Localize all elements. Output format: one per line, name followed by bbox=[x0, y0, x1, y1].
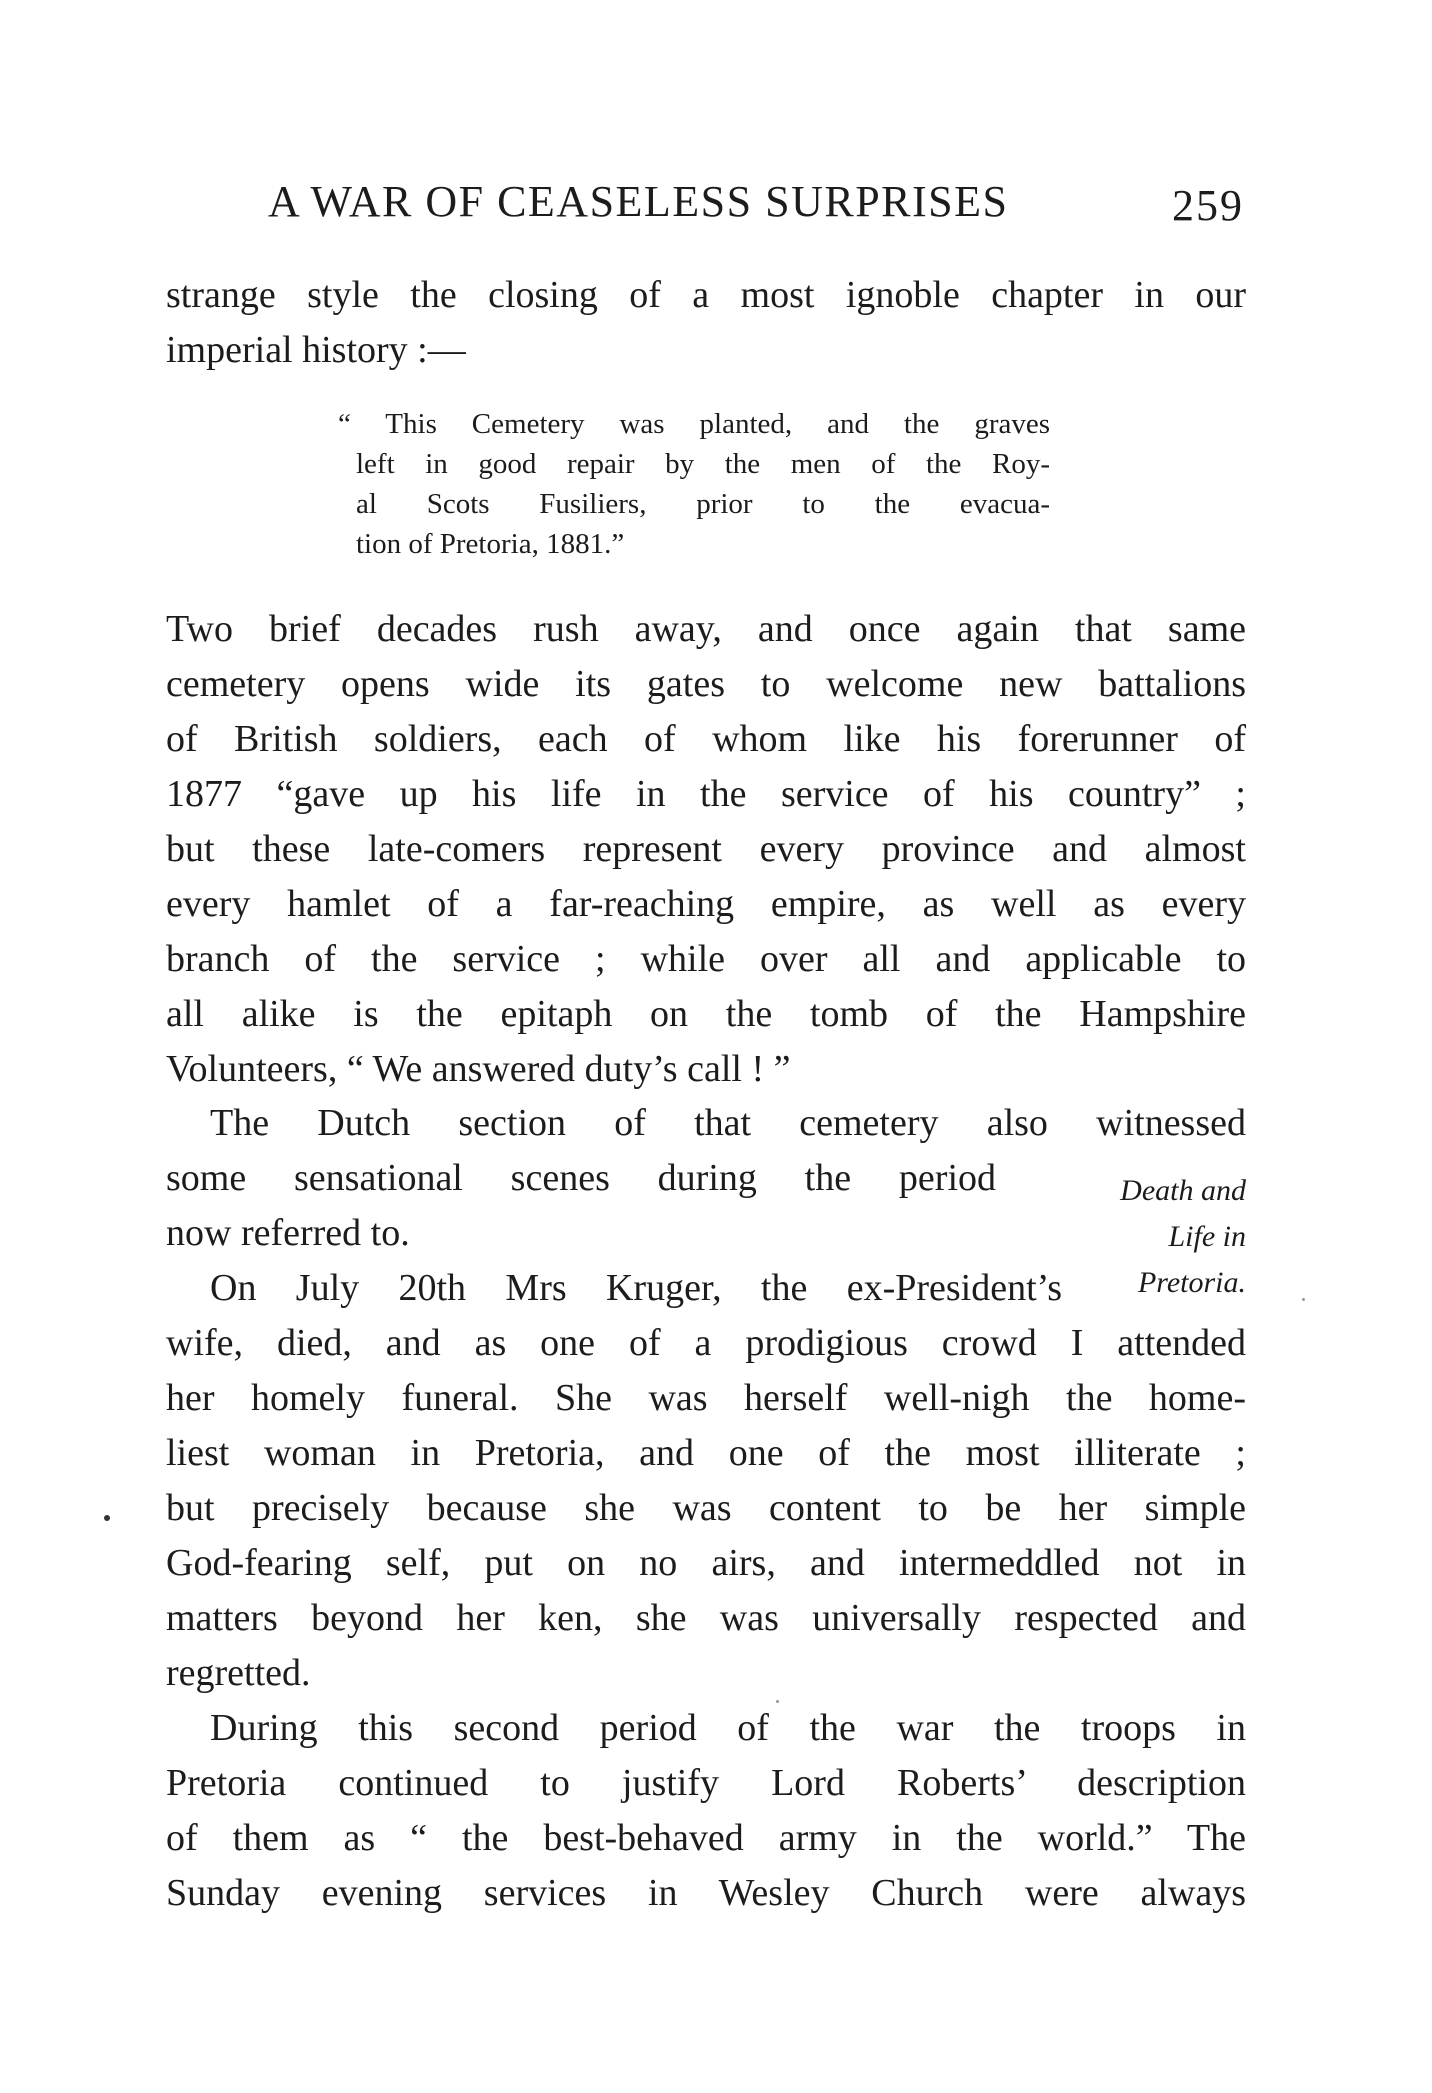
quote-line: tion of Pretoria, 1881.” bbox=[356, 528, 625, 560]
text-line: strange style the closing of a most ignoble chapter in our bbox=[166, 274, 1246, 316]
text-line: but these late-comers represent every province and almost bbox=[166, 828, 1246, 870]
margin-sidenote bbox=[1060, 1168, 1246, 1306]
text-line: but precisely because she was content to be her simple bbox=[166, 1487, 1246, 1529]
text-line: now referred to. bbox=[166, 1212, 410, 1254]
quote-line: left in good repair by the men of the Roy- bbox=[356, 448, 1050, 480]
text-line: wife, died, and as one of a prodigious crowd I attended bbox=[166, 1322, 1246, 1364]
text-line: regretted. bbox=[166, 1652, 311, 1694]
paragraph-2 bbox=[166, 602, 1246, 1097]
sidenote-line: Pretoria. bbox=[1137, 1266, 1246, 1299]
text-line: On July 20th Mrs Kruger, the ex-President’s bbox=[210, 1267, 1062, 1309]
sidenote-line: Life in bbox=[1168, 1220, 1246, 1253]
running-title: A WAR OF CEASELESS SURPRISES bbox=[268, 177, 1009, 226]
scan-speck bbox=[104, 1515, 110, 1521]
text-line: Volunteers, “ We answered duty’s call ! ” bbox=[166, 1048, 791, 1090]
text-line: liest woman in Pretoria, and one of the most illiterate ; bbox=[166, 1432, 1246, 1474]
text-line: God-fearing self, put on no airs, and intermeddled not in bbox=[166, 1542, 1246, 1584]
quote-line: “ This Cemetery was planted, and the graves bbox=[338, 408, 1050, 440]
scan-speck bbox=[1302, 1298, 1305, 1301]
text-line: her homely funeral. She was herself well-nigh the home- bbox=[166, 1377, 1246, 1419]
text-line: 1877 “gave up his life in the service of his country” ; bbox=[166, 773, 1246, 815]
text-line: of them as “ the best-behaved army in the world.” The bbox=[166, 1817, 1246, 1859]
text-line: Pretoria continued to justify Lord Roberts’ description bbox=[166, 1762, 1246, 1804]
page-number: 259 bbox=[1172, 181, 1244, 230]
paragraph-1 bbox=[166, 268, 1246, 378]
quote-line: al Scots Fusiliers, prior to the evacua- bbox=[356, 488, 1050, 520]
text-line: every hamlet of a far-reaching empire, as well as every bbox=[166, 883, 1246, 925]
text-line: During this second period of the war the troops in bbox=[210, 1707, 1246, 1749]
text-line: some sensational scenes during the period bbox=[166, 1157, 996, 1199]
text-line: all alike is the epitaph on the tomb of the Hampshire bbox=[166, 993, 1246, 1035]
text-line: Two brief decades rush away, and once again that same bbox=[166, 608, 1246, 650]
text-line: branch of the service ; while over all and applicable to bbox=[166, 938, 1246, 980]
sidenote-line: Death and bbox=[1120, 1174, 1246, 1207]
running-header bbox=[268, 172, 1246, 232]
cemetery-inscription-quote bbox=[338, 404, 1050, 564]
text-line: Sunday evening services in Wesley Church were always bbox=[166, 1872, 1246, 1914]
scan-speck bbox=[776, 1700, 779, 1703]
text-line: The Dutch section of that cemetery also witnessed bbox=[210, 1102, 1246, 1144]
text-line: of British soldiers, each of whom like his forerunner of bbox=[166, 718, 1246, 760]
text-line: cemetery opens wide its gates to welcome new battalions bbox=[166, 663, 1246, 705]
text-line: imperial history :— bbox=[166, 329, 466, 371]
text-line: matters beyond her ken, she was universally respected and bbox=[166, 1597, 1246, 1639]
